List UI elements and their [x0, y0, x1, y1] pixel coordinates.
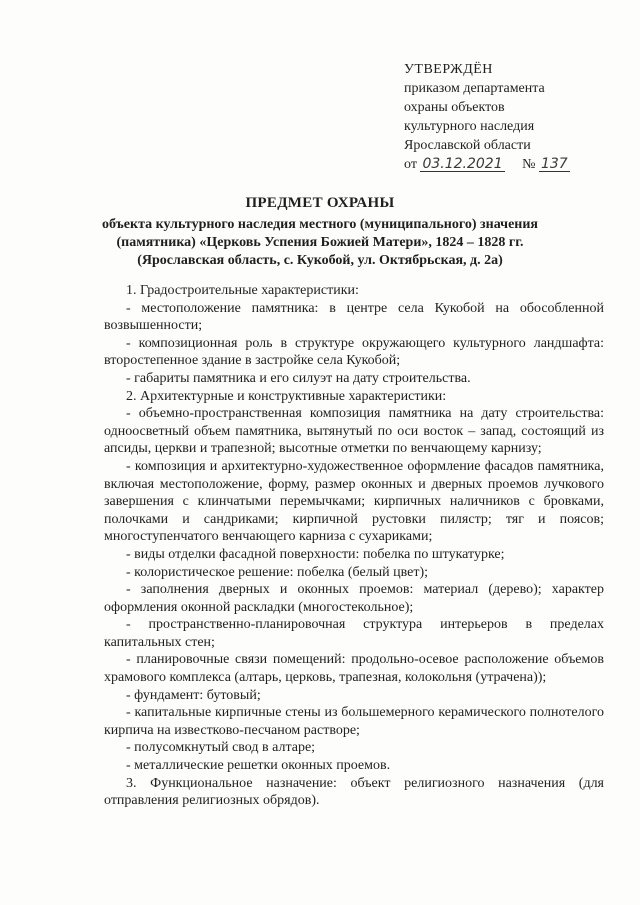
list-item: - пространственно-планировочная структура интерьеров в пределах капитальных стен; — [104, 617, 604, 650]
approval-line: приказом департамента — [404, 81, 545, 96]
subtitle-line: (Ярославская область, с. Кукобой, ул. Октябрьская, д. 2а) — [137, 253, 503, 268]
list-item: - планировочные связи помещений: продольно-осевое расположение объемов храмового комплекса (алтарь, церковь, трапезная, колокольня (утрачена)); — [104, 652, 604, 686]
list-item: - полусомкнутый свод в алтаре; — [126, 740, 316, 756]
list-item: - капитальные кирпичные стены из большемерного керамического полнотелого кирпича на известково-песчаном растворе; — [104, 705, 604, 738]
approval-heading: УТВЕРЖДЁН — [404, 62, 493, 77]
list-item: - композиционная роль в структуре окружающего культурного ландшафта: второстепенное здание в застройке села Кукобой; — [104, 335, 604, 369]
subtitle-line: (памятника) «Церковь Успения Божией Матери», 1824 – 1828 гг. — [116, 235, 524, 250]
document-body — [104, 282, 604, 810]
list-item: - металлические решетки оконных проемов. — [126, 758, 391, 774]
list-item: - объемно-пространственная композиция памятника на дату строительства: одноосветный объем памятника, вытянутый по оси восток – запад, состоящий из апсиды, церкви и трапезной; высотные отметки по венчающему карнизу; — [104, 406, 604, 457]
list-item: - местоположение памятника: в центре села Кукобой на обособленной возвышенности; — [104, 300, 604, 334]
date-prefix: от — [404, 157, 417, 172]
approval-line: культурного наследия — [404, 119, 535, 134]
section-heading: 3. Функциональное назначение: объект религиозного назначения (для отправления религиозных обрядов). — [104, 775, 604, 809]
section-heading: 2. Архитектурные и конструктивные характеристики: — [126, 388, 447, 404]
approval-line: охраны объектов — [404, 100, 505, 115]
document-subtitle — [0, 216, 640, 270]
list-item: - фундамент: бутовый; — [126, 687, 261, 703]
approval-date: 03.12.2021 — [422, 156, 503, 172]
list-item: - колористическое решение: побелка (белый цвет); — [126, 564, 428, 580]
number-label: № — [522, 157, 536, 172]
list-item: - виды отделки фасадной поверхности: побелка по штукатурке; — [126, 546, 505, 562]
document-title: ПРЕДМЕТ ОХРАНЫ — [245, 195, 395, 211]
approval-number: 137 — [540, 156, 568, 172]
subtitle-line: объекта культурного наследия местного (муниципального) значения — [101, 217, 538, 232]
approval-stamp — [404, 60, 570, 174]
list-item: - заполнения дверных и оконных проемов: материал (дерево); характер оформления оконной раскладки (многостекольное); — [104, 582, 604, 615]
list-item: - габариты памятника и его силуэт на дату строительства. — [126, 370, 471, 386]
approval-line: Ярославской области — [404, 138, 531, 153]
list-item: - композиция и архитектурно-художественное оформление фасадов памятника, включая местоположение, форму, размер оконных и дверных проемов лучкового завершения с клинчатыми перемычками; кирпичных наличников с бровками, полочками и сандриками; кирпичной рустовки пилястр; тяг и поясов; многоступенчатого венчающего карниза с сухариками; — [104, 458, 604, 545]
approval-date-row — [404, 155, 570, 174]
section-heading: 1. Градостроительные характеристики: — [126, 283, 359, 298]
